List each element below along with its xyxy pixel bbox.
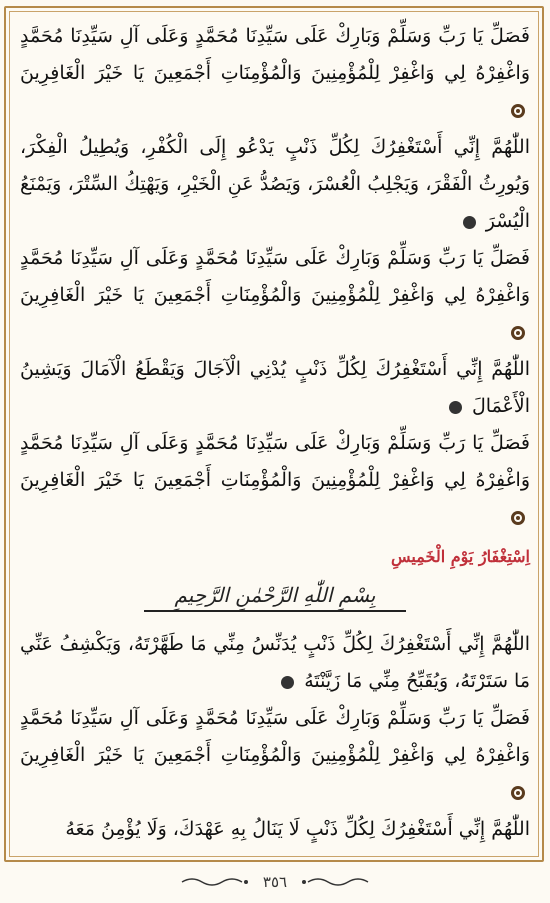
- paragraph-text: اللّٰهُمَّ إِنِّي أَسْتَغْفِرُكَ لِكُلِّ ذَنْبٍ يَدْعُو إِلَى الْكُفْرِ، وَيُطِيلُ الْفِكْرَ، وَيُورِثُ الْفَقْرَ، وَيَجْلِبُ الْعُسْرَ، وَيَصُدُّ عَنِ الْخَيْرِ، وَيَهْتِكُ السِّتْرَ، وَيَمْنَعُ الْيُسْرَ: [20, 136, 530, 232]
- page-content: [20, 18, 530, 854]
- prayer-paragraph: [20, 626, 530, 700]
- rosette-end-icon: [510, 785, 526, 801]
- ornament-left-icon: [180, 875, 250, 889]
- rosette-end-icon: [510, 325, 526, 341]
- paragraph-text: فَصَلِّ يَا رَبِّ وَسَلِّمْ وَبَارِكْ عَلَى سَيِّدِنَا مُحَمَّدٍ وَعَلَى آلِ سَيِّدِنَا مُحَمَّدٍ وَاغْفِرْهُ لِي وَاغْفِرْ لِلْمُؤْمِنِينَ وَالْمُؤْمِنَاتِ أَجْمَعِينَ يَا خَيْرَ الْغَافِرِينَ: [20, 247, 530, 306]
- salawat-paragraph: [20, 425, 530, 536]
- paragraph-text: اللّٰهُمَّ إِنِّي أَسْتَغْفِرُكَ لِكُلِّ ذَنْبٍ يُدَنِّسُ مِنِّي مَا طَهَّرْتَهُ، وَيَكْشِفُ عَنِّي مَا سَتَرْتَهُ، وَيُقَبِّحُ مِنِّي مَا زَيَّنْتَهُ: [20, 633, 530, 692]
- ornament-right-icon: [300, 875, 370, 889]
- verse-end-marker-icon: [463, 216, 476, 229]
- verse-end-marker-icon: [449, 401, 462, 414]
- paragraph-text: اللّٰهُمَّ إِنِّي أَسْتَغْفِرُكَ لِكُلِّ ذَنْبٍ لَا يَنَالُ بِهِ عَهْدَكَ، وَلَا يُؤْمِنُ مَعَهُ: [65, 818, 530, 840]
- verse-end-marker-icon: [281, 676, 294, 689]
- paragraph-text: اللّٰهُمَّ إِنِّي أَسْتَغْفِرُكَ لِكُلِّ ذَنْبٍ يُدْنِي الْآجَالَ وَيَقْطَعُ الْآمَالَ وَيَشِينُ الْأَعْمَالَ: [20, 358, 530, 417]
- basmala-calligraphy: [20, 580, 530, 616]
- page-footer: [0, 872, 550, 898]
- section-heading: اِسْتِغْفَارُ يَوْمِ الْخَمِيسِ: [391, 547, 530, 566]
- paragraph-text: فَصَلِّ يَا رَبِّ وَسَلِّمْ وَبَارِكْ عَلَى سَيِّدِنَا مُحَمَّدٍ وَعَلَى آلِ سَيِّدِنَا مُحَمَّدٍ وَاغْفِرْهُ لِي وَاغْفِرْ لِلْمُؤْمِنِينَ وَالْمُؤْمِنَاتِ أَجْمَعِينَ يَا خَيْرَ الْغَافِرِينَ: [20, 25, 530, 84]
- paragraph-text: فَصَلِّ يَا رَبِّ وَسَلِّمْ وَبَارِكْ عَلَى سَيِّدِنَا مُحَمَّدٍ وَعَلَى آلِ سَيِّدِنَا مُحَمَّدٍ وَاغْفِرْهُ لِي وَاغْفِرْ لِلْمُؤْمِنِينَ وَالْمُؤْمِنَاتِ أَجْمَعِينَ يَا خَيْرَ الْغَافِرِينَ: [20, 432, 530, 491]
- paragraph-text: فَصَلِّ يَا رَبِّ وَسَلِّمْ وَبَارِكْ عَلَى سَيِّدِنَا مُحَمَّدٍ وَعَلَى آلِ سَيِّدِنَا مُحَمَّدٍ وَاغْفِرْهُ لِي وَاغْفِرْ لِلْمُؤْمِنِينَ وَالْمُؤْمِنَاتِ أَجْمَعِينَ يَا خَيْرَ الْغَافِرِينَ: [20, 707, 530, 766]
- prayer-paragraph: [20, 129, 530, 240]
- rosette-end-icon: [510, 103, 526, 119]
- rosette-end-icon: [510, 510, 526, 526]
- basmala-text: بِسْمِ اللّٰهِ الرَّحْمٰنِ الرَّحِيمِ: [144, 580, 405, 612]
- salawat-paragraph: [20, 18, 530, 129]
- page-number: ٣٥٦: [262, 873, 288, 891]
- prayer-paragraph: [20, 351, 530, 425]
- salawat-paragraph: [20, 240, 530, 351]
- salawat-paragraph: [20, 700, 530, 811]
- prayer-paragraph: [20, 811, 530, 848]
